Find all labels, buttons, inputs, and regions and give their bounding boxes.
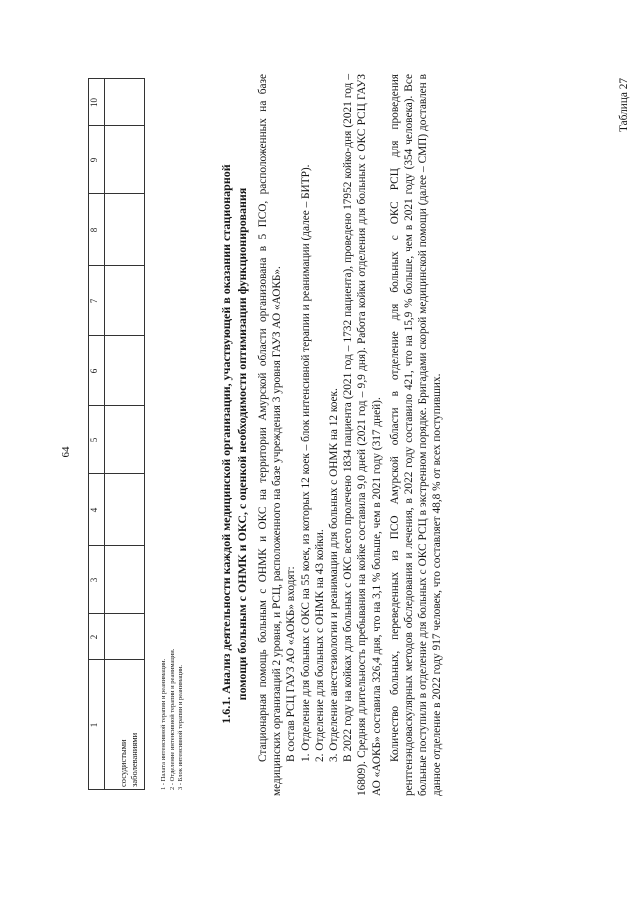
table-rule-bottom — [144, 78, 145, 790]
table-column-number: 4 — [89, 507, 99, 513]
footnotes — [160, 390, 186, 790]
table-column-number: 8 — [89, 227, 99, 233]
list-item: 2. Отделение для больных с ОНМК на 43 койки. — [313, 529, 326, 762]
table-caption: Таблица 27 — [618, 78, 630, 132]
section-heading-line: помощи больным с ОНМК и ОКС, с оценкой необходимости оптимизации функционирования — [235, 187, 249, 701]
list-item: 3. Отделение анестезиологии и реанимации для больных с ОНМК на 12 коек. — [328, 388, 341, 762]
footnote: 3 - Блок интенсивной терапии и реанимации. — [177, 664, 184, 790]
table-column-number: 6 — [89, 368, 99, 374]
table-row-label: заболеваниями — [129, 732, 139, 787]
body-text — [256, 74, 445, 796]
section-heading — [218, 134, 250, 754]
paragraph: В 2022 году на койках для больных с ОКС всего пролечено 1834 пациента (2021 год – 1732 пациента), проведено 17952 койко-дня (2021 год – 16809). Средняя длительность пребывания на койке составила 9,0 дней (2021 год – 9,9 дня). Работа койки отделения для больных с ОКС РСЦ ГАУЗ АО «АОКБ» составила 326,4 дня, что на 3,1 % больше, чем в 2021 году (317 дней). — [342, 74, 383, 796]
footnote: 1 - Палата интенсивной терапии и реанимации. — [160, 658, 167, 790]
footnote: 2 - Отделение интенсивной терапии и реанимации. — [168, 648, 176, 790]
list-item: 1. Отделение для больных с ОКС на 55 коек, из которых 12 коек – блок интенсивной терапии и реанимации (далее – БИТР). — [299, 164, 312, 762]
table-fragment — [88, 78, 144, 790]
paragraph: В состав РСЦ ГАУЗ АО «АОКБ» входят: — [285, 566, 298, 762]
table-column-number: 1 — [89, 722, 99, 728]
table-column-number: 9 — [89, 157, 99, 163]
table-column-number: 10 — [89, 98, 99, 107]
paragraph: Количество больных, переведенных из ПСО Амурской области в отделение для больных с ОКС РСЦ для проведения рентгенэндоваскулярных методов обследования и лечения, в 2022 году составило 421, что на 15,9 % больше, чем в 2021 году (354 человека). Все больные поступили в отделение для больных с ОКС РСЦ в экстренном порядке. Бригадами скорой медицинской помощи (далее – СМП) доставлен в данное отделение в 2022 году 917 человек, что составляет 48,8 % от всех поступивших. — [388, 74, 444, 796]
paragraph: Стационарная помощь больным с ОНМК и ОКС на территории Амурской области организована в 5 ПСО, расположенных на базе медицинских организаций 2 уровня, и РСЦ, расположенного на базе учреждения 3 уровня ГАУЗ АО «АОКБ». — [257, 74, 284, 796]
table-row-label: сосудистыми — [118, 739, 128, 787]
section-heading-line: 1.6.1. Анализ деятельности каждой медицинской организации, участвующей в оказании стационарной — [219, 164, 233, 724]
table-column-number: 7 — [89, 298, 99, 304]
page-number: 64 — [60, 446, 72, 458]
table-column-number: 5 — [89, 437, 99, 443]
table-column-number: 2 — [89, 634, 99, 640]
table-rule-header — [104, 78, 105, 790]
table-column-number: 3 — [89, 577, 99, 583]
